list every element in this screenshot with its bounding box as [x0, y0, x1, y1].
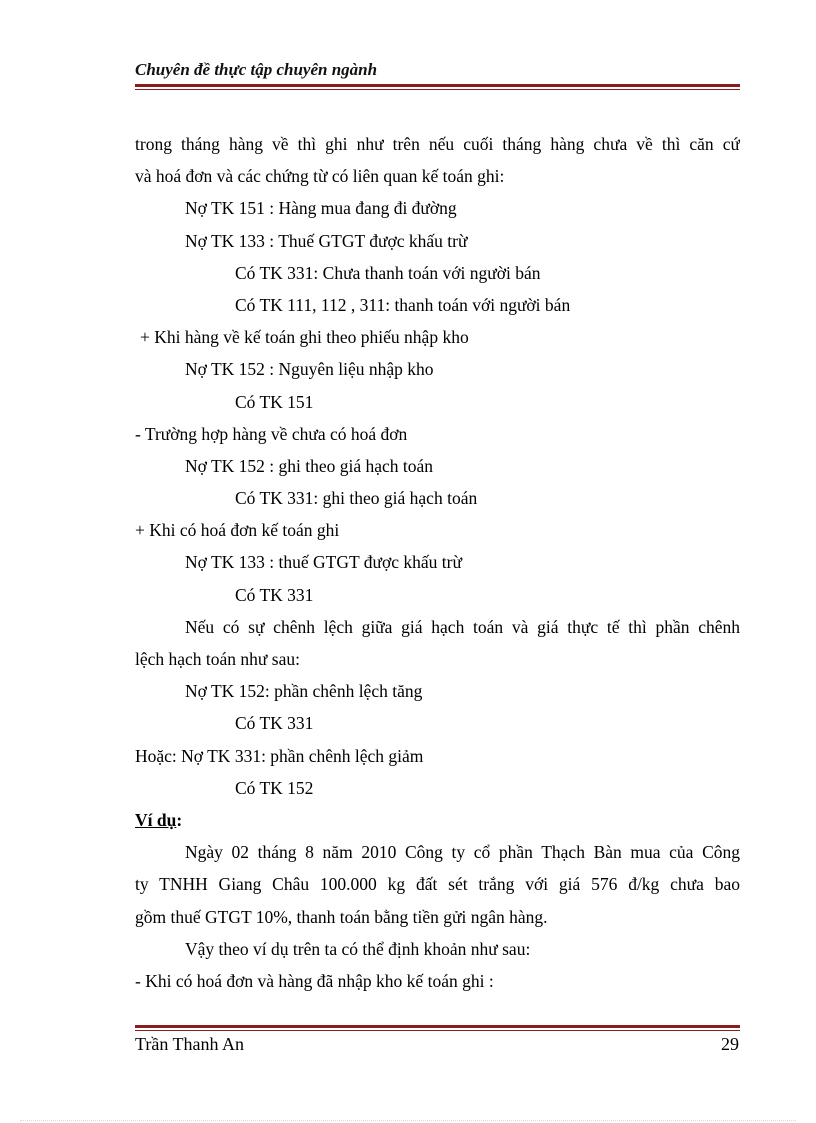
entry-debit: Nợ TK 133 : thuế GTGT được khấu trừ: [185, 552, 462, 573]
document-body: [135, 128, 740, 997]
header-title: Chuyên đề thực tập chuyên ngành: [135, 60, 378, 79]
page-number: 29: [721, 1034, 739, 1054]
page-edge-dotted-line: [20, 1120, 796, 1121]
entry-credit: Có TK 331: Chưa thanh toán với người bán: [235, 262, 541, 283]
header-rule-thick: [135, 84, 740, 87]
entry-credit: Có TK 331: [235, 584, 314, 605]
paragraph-line: trong tháng hàng về thì ghi như trên nếu cuối tháng hàng chưa về thì căn cứ: [135, 134, 740, 154]
paragraph-line: gồm thuế GTGT 10%, thanh toán bằng tiền gửi ngân hàng.: [135, 906, 548, 927]
example-heading-label: Ví dụ: [135, 809, 177, 830]
entry-debit: Nợ TK 152 : Nguyên liệu nhập kho: [185, 359, 434, 380]
entry-credit: Có TK 152: [235, 777, 314, 798]
paragraph-line: ty TNHH Giang Châu 100.000 kg đất sét trắng với giá 576 đ/kg chưa bao: [135, 874, 740, 895]
paragraph-line: và hoá đơn và các chứng từ có liên quan kế toán ghi:: [135, 166, 505, 187]
entry-credit: Có TK 331: [235, 713, 314, 734]
entry-debit: Nợ TK 133 : Thuế GTGT được khấu trừ: [185, 230, 468, 251]
example-heading-colon: :: [176, 809, 183, 830]
entry-credit: Có TK 331: ghi theo giá hạch toán: [235, 488, 478, 509]
footer-rule-thick: [135, 1025, 740, 1028]
paragraph-line: Nếu có sự chênh lệch giữa giá hạch toán và giá thực tế thì phần chênh: [185, 616, 740, 637]
paragraph-line: Vậy theo ví dụ trên ta có thể định khoản như sau:: [185, 938, 531, 959]
footer-rule-thin: [135, 1030, 740, 1031]
footer-author: Trần Thanh An: [135, 1034, 245, 1054]
bullet-line: + Khi hàng về kế toán ghi theo phiếu nhập kho: [140, 327, 469, 348]
bullet-line: - Khi có hoá đơn và hàng đã nhập kho kế toán ghi :: [135, 970, 494, 991]
header-rule-thin: [135, 89, 740, 90]
bullet-line: + Khi có hoá đơn kế toán ghi: [135, 520, 340, 541]
entry-credit: Có TK 151: [235, 391, 314, 412]
entry-debit: Nợ TK 152 : ghi theo giá hạch toán: [185, 455, 434, 476]
entry-debit: Nợ TK 151 : Hàng mua đang đi đường: [185, 198, 457, 219]
example-heading: [135, 804, 740, 836]
bullet-line: - Trường hợp hàng về chưa có hoá đơn: [135, 423, 408, 444]
entry-credit: Có TK 111, 112 , 311: thanh toán với người bán: [235, 294, 571, 315]
paragraph-line: Ngày 02 tháng 8 năm 2010 Công ty cổ phần Thạch Bàn mua của Công: [185, 842, 740, 863]
entry-debit: Nợ TK 152: phần chênh lệch tăng: [185, 681, 423, 702]
paragraph-line: lệch hạch toán như sau:: [135, 649, 300, 669]
entry-debit: Hoặc: Nợ TK 331: phần chênh lệch giảm: [135, 745, 424, 766]
